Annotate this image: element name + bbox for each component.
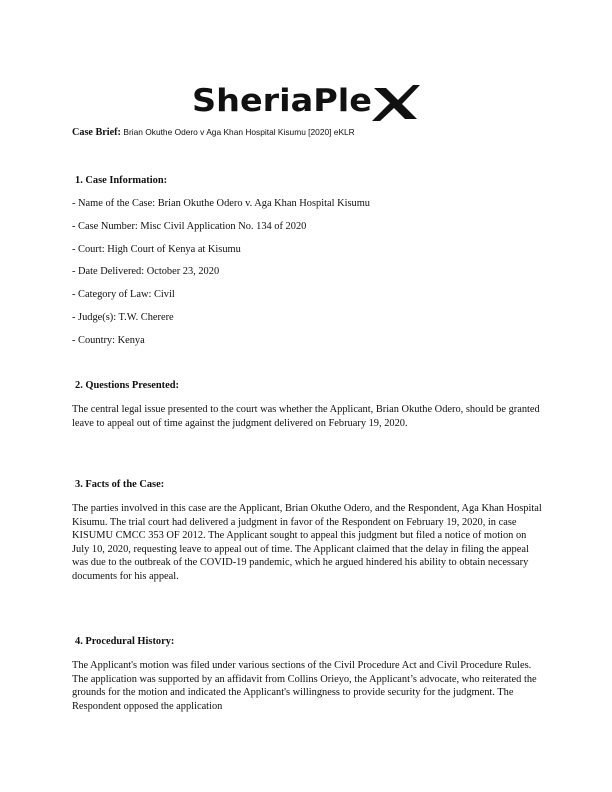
case-info-country: - Country: Kenya [72, 335, 145, 346]
questions-paragraph: The central legal issue presented to the court was whether the Applicant, Brian Okuthe Odero, should be granted leave to appeal out of time against the judgment delivered on February 19, 2020. [72, 404, 540, 429]
facts-paragraph: The parties involved in this case are the Applicant, Brian Okuthe Odero, and the Respondent, Aga Khan Hospital Kisumu. The trial court had delivered a judgment in favor of the Respondent on February 19, 2020, in case KISUMU CMCC 353 OF 2012. The Applicant sought to appeal this judgment but filed a notice of motion on July 10, 2020, requesting leave to appeal out of time. The Applicant claimed that the delay in filing the appeal was due to the outbreak of the COVID-19 pandemic, which he argued hindered his ability to obtain necessary documents for his appeal. [72, 503, 542, 582]
procedural-paragraph: The Applicant's motion was filed under various sections of the Civil Procedure Act and Civil Procedure Rules. The application was supported by an affidavit from Collins Orieyo, the Applicant’s advocate, who reiterated the grounds for the motion and indicated the Applicant's willingness to provide security for the judgment. The Respondent opposed the application [72, 660, 537, 712]
case-info-name: - Name of the Case: Brian Okuthe Odero v. Aga Khan Hospital Kisumu [72, 198, 370, 209]
case-brief-line [72, 127, 355, 138]
case-brief-label: Case Brief: [72, 127, 121, 138]
case-brief-title: Brian Okuthe Odero v Aga Khan Hospital Kisumu [2020] eKLR [123, 127, 355, 137]
case-info-number: - Case Number: Misc Civil Application No. 134 of 2020 [72, 221, 307, 232]
case-info-category: - Category of Law: Civil [72, 289, 175, 300]
section-heading-procedural-history: 4. Procedural History: [75, 636, 175, 647]
case-info-judges: - Judge(s): T.W. Cherere [72, 312, 174, 323]
section-heading-questions-presented: 2. Questions Presented: [75, 380, 179, 391]
case-info-court: - Court: High Court of Kenya at Kisumu [72, 244, 241, 255]
section-heading-case-information: 1. Case Information: [75, 175, 168, 186]
logo-x-mark [372, 85, 420, 121]
sheriaplex-logo [0, 76, 612, 122]
section-heading-facts: 3. Facts of the Case: [75, 479, 165, 490]
case-info-date: - Date Delivered: October 23, 2020 [72, 266, 220, 277]
logo-wordmark: SheriaPle [192, 83, 372, 119]
